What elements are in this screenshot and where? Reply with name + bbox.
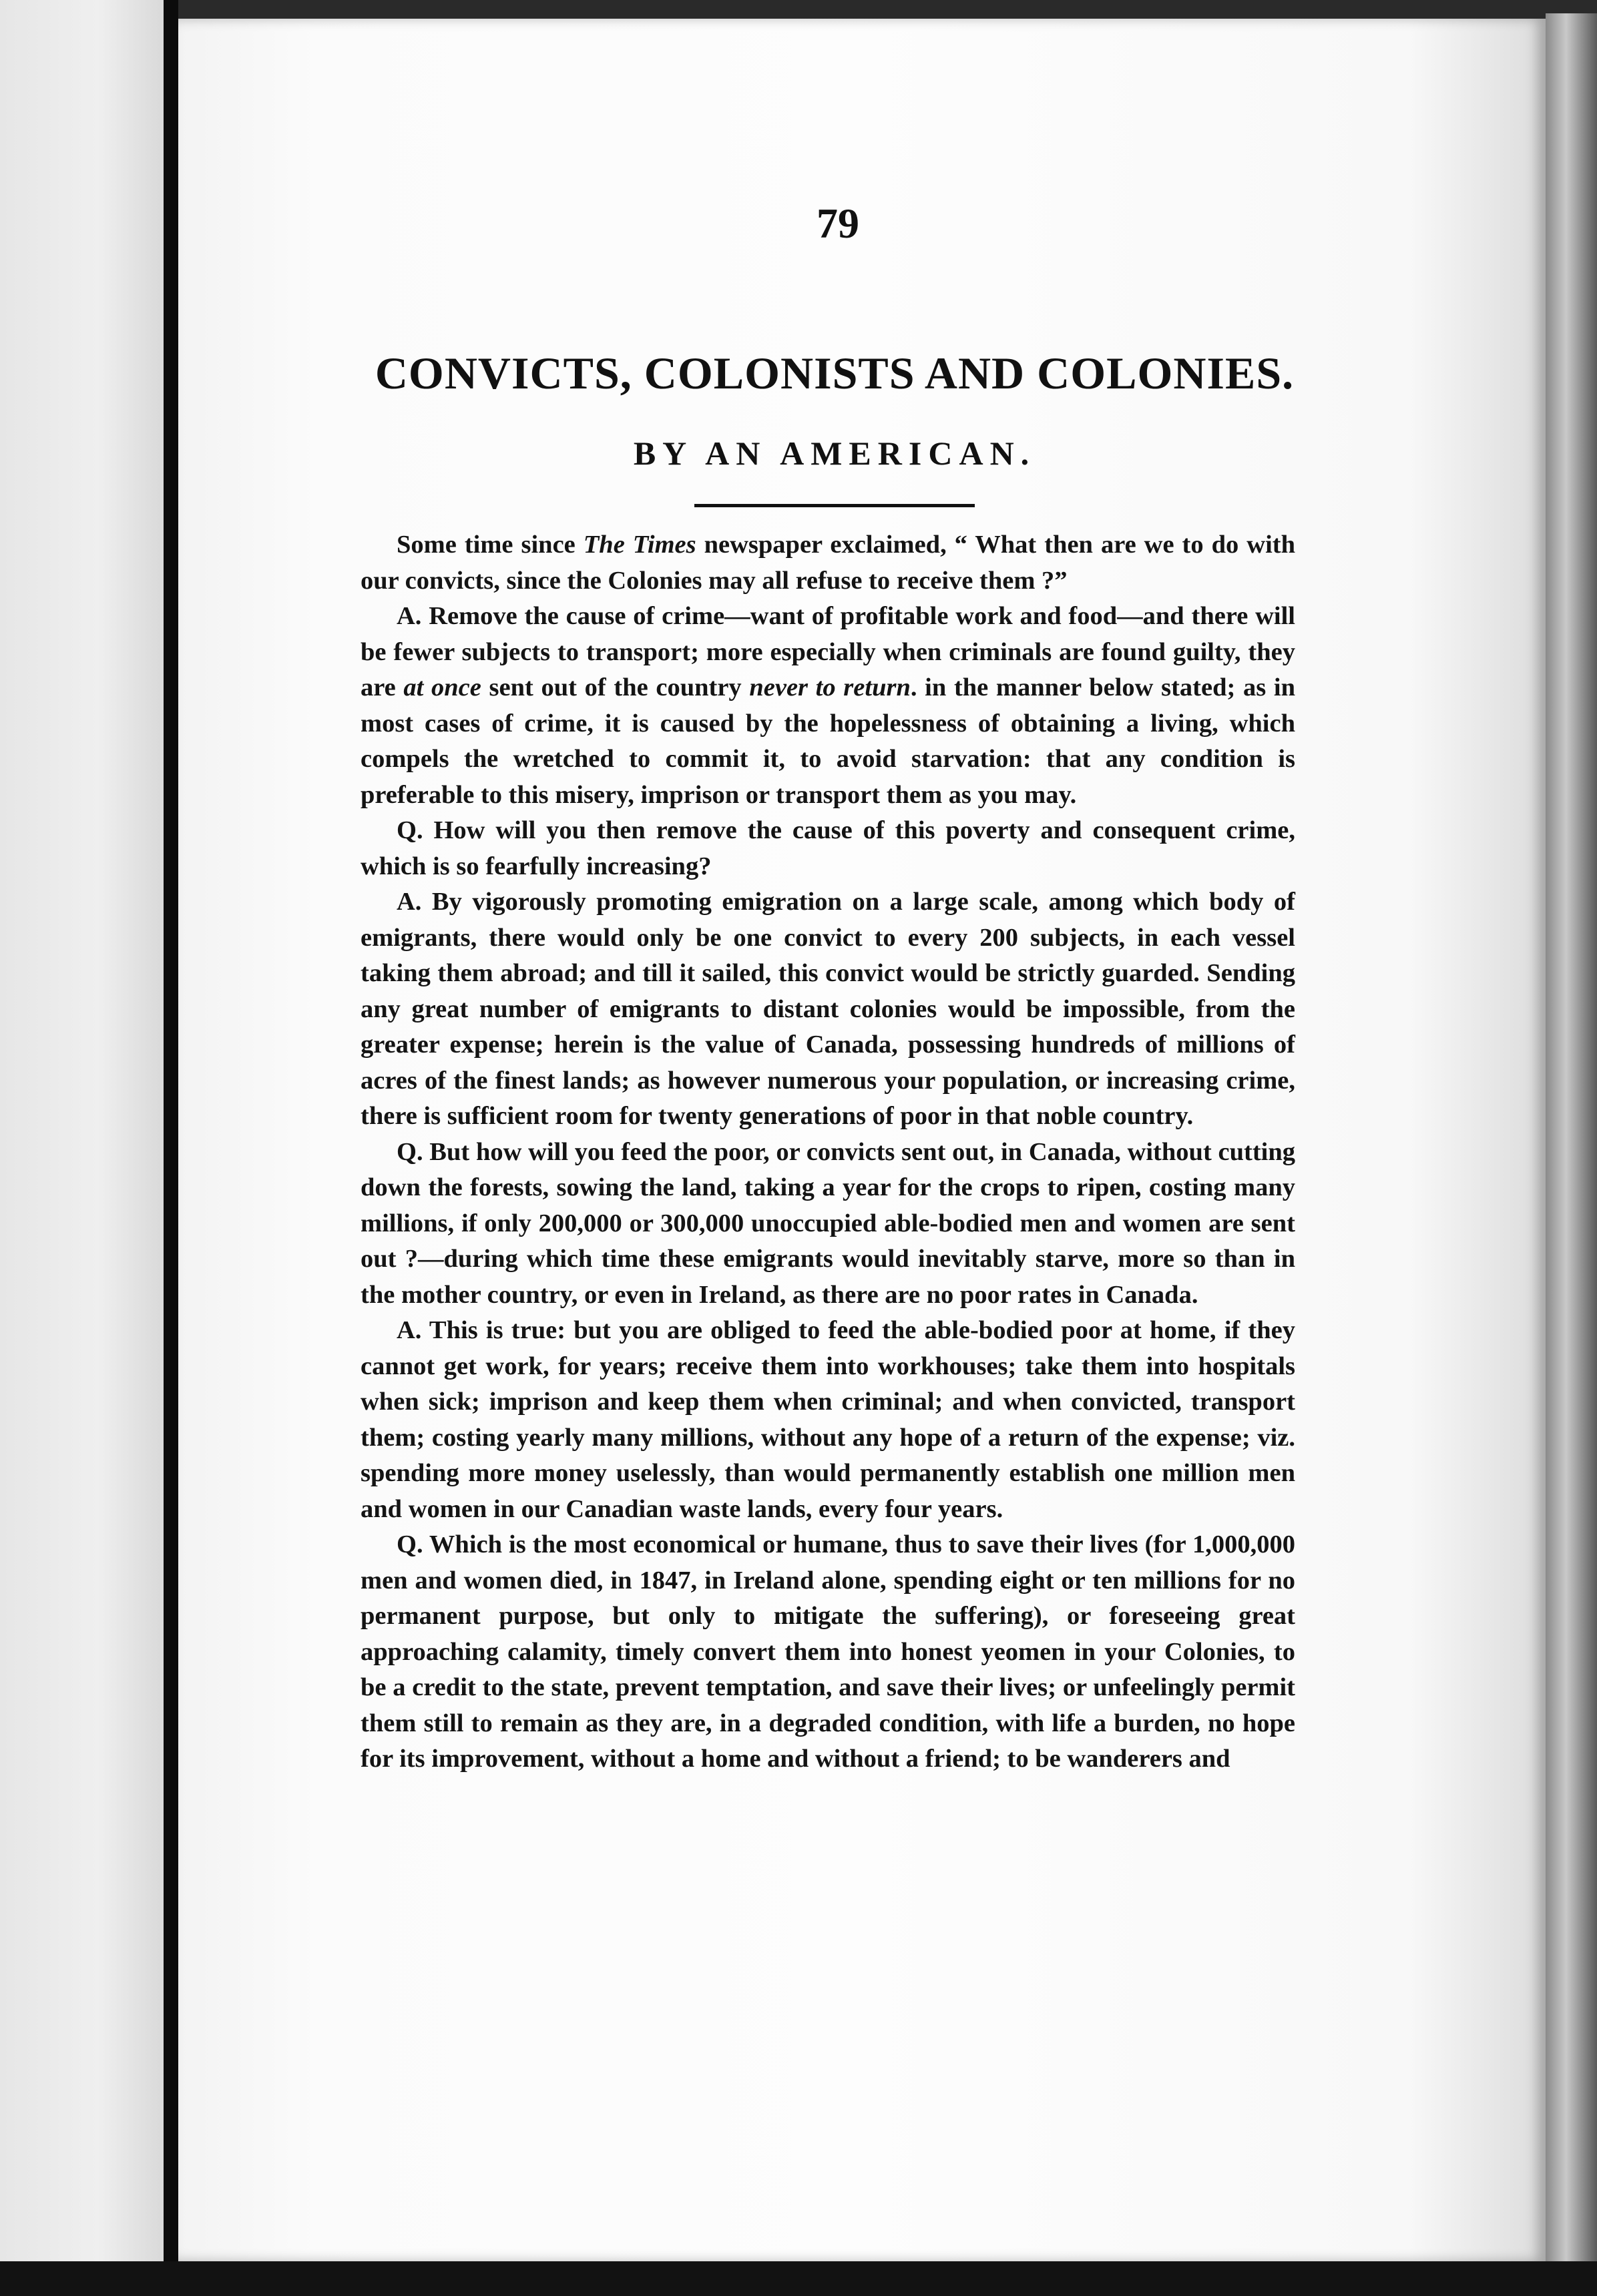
paragraph-7: Q. Which is the most economical or humane, thus to save their lives (for 1,000,000 men and women died, in 1847, in Ireland alone, spending eight or ten millions for no permanent purpose, but only to mitigate the suffering), or foreseeing great approaching calamity, timely convert them into honest yeomen in your Colonies, to be a credit to the state, prevent temptation, and save their lives; or unfeelingly permit them still to remain as they are, in a degraded condition, with life a burden, no hope for its improvement, without a home and without a friend; to be wanderers and bbox=[361, 1530, 1295, 1773]
newspaper-title: The Times bbox=[583, 531, 696, 559]
book-gutter bbox=[164, 0, 178, 2296]
paragraph-1: Some time since The Times newspaper exclaimed, “ What then are we to do with our convicts, since the Colonies may all refuse to receive them ?” bbox=[361, 531, 1296, 595]
paragraph-3: Q. How will you then remove the cause of this poverty and consequent crime, which is so fearfully increasing? bbox=[361, 816, 1295, 880]
facing-page-edge bbox=[0, 0, 164, 2296]
paragraph-5: Q. But how will you feed the poor, or convicts sent out, in Canada, without cutting down the forests, sowing the land, taking a year for the crops to ripen, costing many millions, if only 200,000 or 300,000 unoccupied able-bodied men and women are sent out ?—during which time these emigrants would inevitably starve, more so than in the mother country, or even in Ireland, as there are no poor rates in Canada. bbox=[361, 1137, 1295, 1309]
page-number: 79 bbox=[817, 200, 859, 247]
scan-border-bottom bbox=[0, 2261, 1597, 2296]
paragraph-4: A. By vigorously promoting emigration on a large scale, among which body of emigrants, there would only be one convict to every 200 subjects, in each vessel taking them abroad; and till it sailed, this convict would be strictly guarded. Sending any great number of emigrants to distant colonies would be impossible, from the greater expense; herein is the value of Canada, possessing hundreds of millions of acres of the finest lands; as however numerous your population, or increasing crime, there is sufficient room for twenty generations of poor in that noble country. bbox=[361, 888, 1295, 1130]
article-title: CONVICTS, COLONISTS AND COLONIES. bbox=[375, 348, 1295, 398]
title-rule bbox=[694, 504, 975, 507]
page-edge-shadow bbox=[1546, 13, 1597, 2269]
paragraph-6: A. This is true: but you are obliged to feed the able-bodied poor at home, if they cannot get work, for years; receive them into workhouses; take them into hospitals when sick; imprison and keep them when criminal; and when convicted, transport them; costing yearly many millions, without any hope of a return of the expense; viz. spending more money uselessly, than would permanently establish one million men and women in our Canadian waste lands, every four years. bbox=[361, 1316, 1295, 1523]
article-body bbox=[361, 527, 1295, 1777]
paragraph-2: A. Remove the cause of crime—want of profitable work and food—and there will be fewer subjects to transport; more especially when criminals are found guilty, they are at once sent out of the country never to return. in the manner below stated; as in most cases of crime, it is caused by the hopelessness of obtaining a living, which compels the wretched to commit it, to avoid starvation: that any condition is preferable to this misery, imprison or transport them as you may. bbox=[361, 602, 1295, 809]
article-byline: BY AN AMERICAN. bbox=[633, 435, 1036, 472]
